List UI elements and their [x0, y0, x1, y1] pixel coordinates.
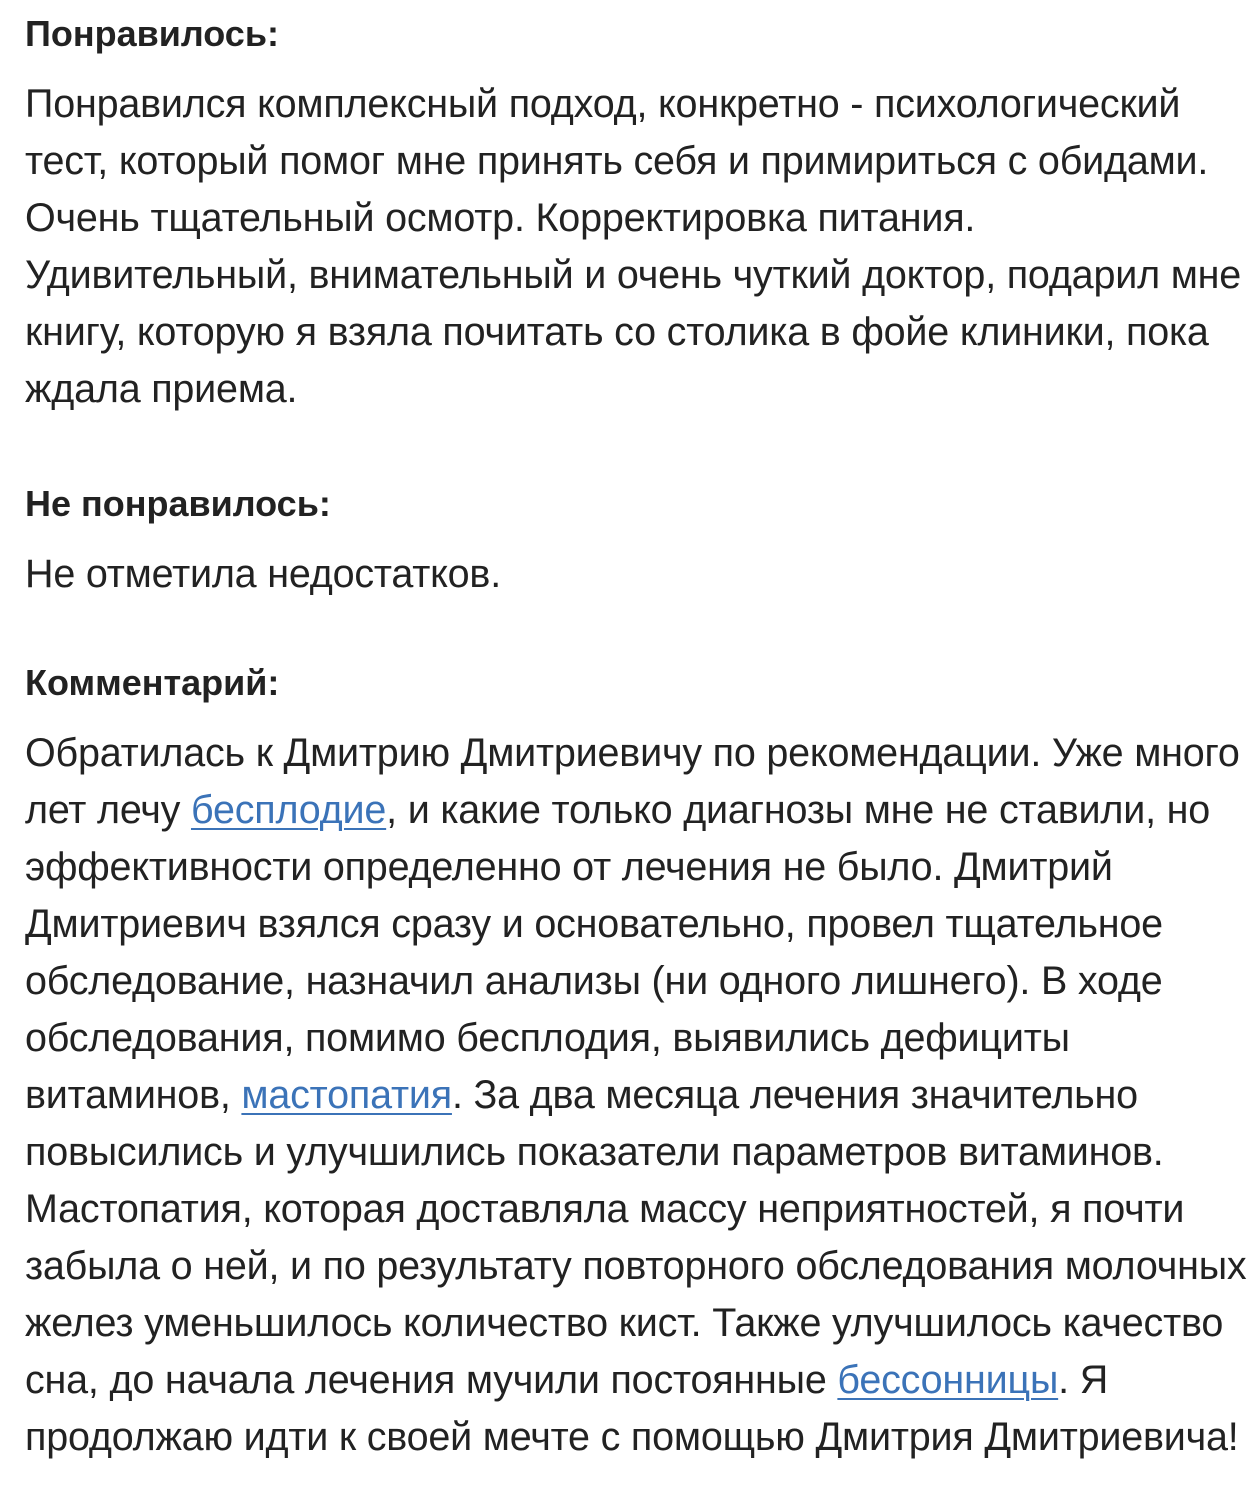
- disliked-text: Не отметила недостатков.: [25, 552, 501, 596]
- section-spacer: [25, 418, 1252, 484]
- comment-title: Комментарий:: [25, 662, 280, 703]
- liked-section: [25, 14, 1252, 418]
- comment-text-part: , и какие только диагнозы мне не ставили, но эффективности определенно от лечения не было. Дмитрий Дмитриевич взялся сразу и основательно, провел тщательное обследование, назначил анализы (ни одного лишнего). В ходе обследования, помимо бесплодия, выявились дефициты витаминов,: [25, 788, 1211, 1117]
- comment-section: [25, 663, 1252, 1466]
- liked-text: Понравился комплексный подход, конкретно - психологический тест, который помог мне принять себя и примириться с обидами. Очень тщательный осмотр. Корректировка питания. Удивительный, внимательный и очень чуткий доктор, подарил мне книгу, которую я взяла почитать со столика в фойе клиники, пока ждала приема.: [25, 82, 1242, 411]
- section-spacer: [25, 603, 1252, 663]
- comment-text: [25, 725, 1252, 1466]
- liked-title: Понравилось:: [25, 13, 279, 54]
- comment-text-part: . За два месяца лечения значительно повысились и улучшились показатели параметров витаминов. Мастопатия, которая доставляла массу неприятностей, я почти забыла о ней, и по результату повторного обследования молочных желез уменьшилось количество кист. Также улучшилось качество сна, до начала лечения мучили постоянные: [25, 1073, 1247, 1402]
- disliked-section: [25, 484, 1252, 603]
- disliked-title: Не понравилось:: [25, 483, 331, 524]
- comment-text-part: Обратилась к Дмитрию Дмитриевичу по рекомендации. Уже много лет лечу: [25, 731, 1240, 832]
- comment-text-part: . Я продолжаю идти к своей мечте с помощью Дмитрия Дмитриевича!: [25, 1358, 1239, 1459]
- mastopathy-link[interactable]: мастопатия: [241, 1073, 452, 1117]
- infertility-link[interactable]: бесплодие: [190, 788, 387, 832]
- insomnia-link[interactable]: бессонницы: [837, 1358, 1059, 1402]
